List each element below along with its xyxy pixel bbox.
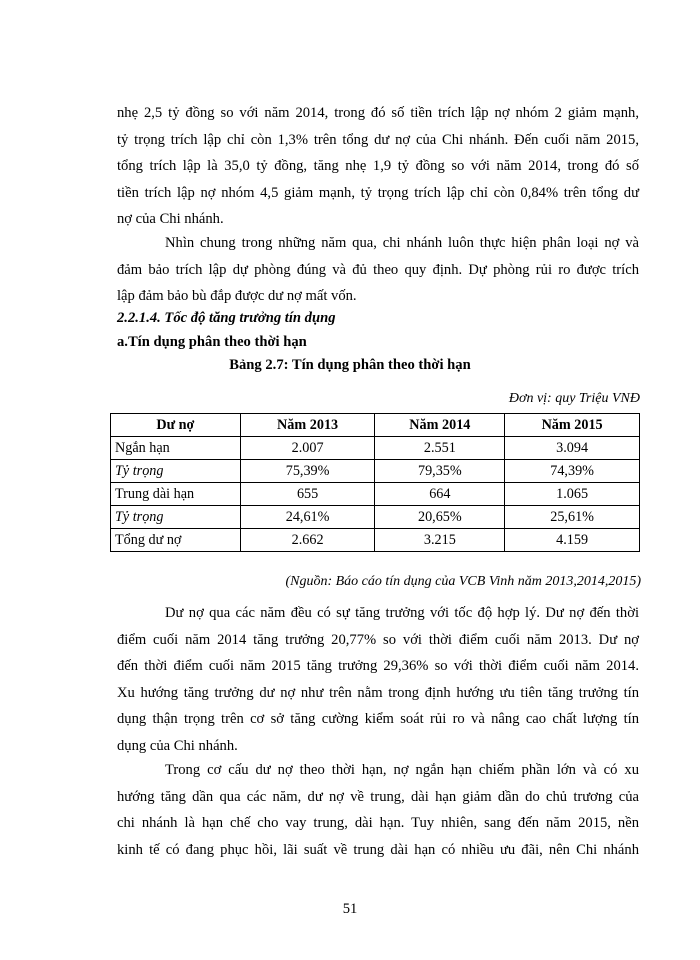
table-unit: Đơn vị: quy Triệu VNĐ [508, 391, 640, 406]
table-header-cell: Dư nợ [111, 414, 241, 437]
table-cell: 2.662 [240, 529, 375, 552]
row-label: Tỷ trọng [111, 460, 241, 483]
credit-term-table [110, 413, 640, 552]
text-line: nhẹ 2,5 tỷ đồng so với năm 2014, trong đó số tiền trích lập nợ nhóm 2 giảm mạnh, [117, 105, 639, 121]
text-line: chi nhánh là hạn chế cho vay trung, dài hạn. Tuy nhiên, sang đến năm 2015, nền [117, 815, 639, 831]
table-header-cell: Năm 2015 [505, 414, 640, 437]
text-line: Nhìn chung trong những năm qua, chi nhánh luôn thực hiện phân loại nợ và [165, 235, 639, 251]
text-line: dụng thận trọng trên cơ sở tăng cường kiểm soát rủi ro và nâng cao chất lượng tín [117, 711, 639, 727]
text-line: đảm bảo trích lập dự phòng đúng và đủ theo quy định. Dự phòng rủi ro được trích [117, 261, 639, 278]
table-row [111, 506, 640, 529]
text-line: lập đảm bảo bù đắp được dư nợ mất vốn. [117, 288, 357, 304]
text-line: Xu hướng tăng trưởng dư nợ như trên nằm trong định hướng ưu tiên tăng trưởng tín [117, 684, 639, 701]
table-cell: 75,39% [240, 460, 375, 483]
table-cell: 79,35% [375, 460, 505, 483]
table-row [111, 483, 640, 506]
text-line: hướng tăng dần qua các năm, dư nợ về trung, dài hạn giảm dần do chủ trương của [117, 788, 639, 805]
structure-paragraph [117, 757, 639, 863]
table-cell: 24,61% [240, 506, 375, 529]
text-line: tỷ trọng trích lập chỉ còn 1,3% trên tổng dư nợ của Chi nhánh. Đến cuối năm 2015, [117, 131, 639, 148]
table-cell: 664 [375, 483, 505, 506]
table-cell: 2.007 [240, 437, 375, 460]
table-row [111, 529, 640, 552]
row-label: Trung dài hạn [111, 483, 241, 506]
page-number: 51 [342, 901, 358, 917]
table-cell: 25,61% [505, 506, 640, 529]
table-header-row [111, 414, 640, 437]
table-cell: 1.065 [505, 483, 640, 506]
sub-heading: a.Tín dụng phân theo thời hạn [117, 334, 307, 350]
row-label: Tổng dư nợ [111, 529, 241, 552]
table-title: Bảng 2.7: Tín dụng phân theo thời hạn [229, 357, 471, 373]
table-cell: 20,65% [375, 506, 505, 529]
text-line: đến thời điểm cuối năm 2015 tăng trưởng 29,36% so với thời điểm cuối năm 2014. [117, 658, 639, 674]
text-line: Dư nợ qua các năm đều có sự tăng trưởng với tốc độ hợp lý. Dư nợ đến thời [165, 605, 639, 621]
text-line: nợ của Chi nhánh. [117, 211, 224, 227]
text-line: tổng trích lập là 35,0 tỷ đồng, tăng nhẹ 1,9 tỷ đồng so với năm 2014, trong đó số [117, 158, 639, 174]
table-header-cell: Năm 2014 [375, 414, 505, 437]
table-row [111, 437, 640, 460]
text-line: dụng của Chi nhánh. [117, 737, 238, 754]
row-label: Ngắn hạn [111, 437, 241, 460]
table-cell: 2.551 [375, 437, 505, 460]
text-line: điểm cuối năm 2014 tăng trưởng 20,77% so với thời điểm cuối năm 2013. Dư nợ [117, 631, 639, 648]
table-cell: 3.215 [375, 529, 505, 552]
table-cell: 3.094 [505, 437, 640, 460]
table-header-cell: Năm 2013 [240, 414, 375, 437]
table-cell: 655 [240, 483, 375, 506]
intro-paragraph [117, 100, 639, 233]
summary-paragraph [117, 230, 639, 310]
table-cell: 74,39% [505, 460, 640, 483]
growth-paragraph [117, 600, 639, 759]
table-source-note: (Nguồn: Báo cáo tín dụng của VCB Vinh năm 2013,2014,2015) [285, 574, 641, 589]
text-line: tiền trích lập nợ nhóm 4,5 giảm mạnh, tỷ trọng trích lập chỉ còn 0,84% trên tổng dư [117, 184, 639, 201]
section-heading: 2.2.1.4. Tốc độ tăng trưởng tín dụng [117, 310, 336, 326]
table-row [111, 460, 640, 483]
table-cell: 4.159 [505, 529, 640, 552]
text-line: Trong cơ cấu dư nợ theo thời hạn, nợ ngắn hạn chiếm phần lớn và có xu [165, 762, 639, 778]
text-line: kinh tế có đang phục hồi, lãi suất về trung dài hạn có nhiều ưu đãi, nên Chi nhánh [117, 841, 639, 858]
row-label: Tỷ trọng [111, 506, 241, 529]
